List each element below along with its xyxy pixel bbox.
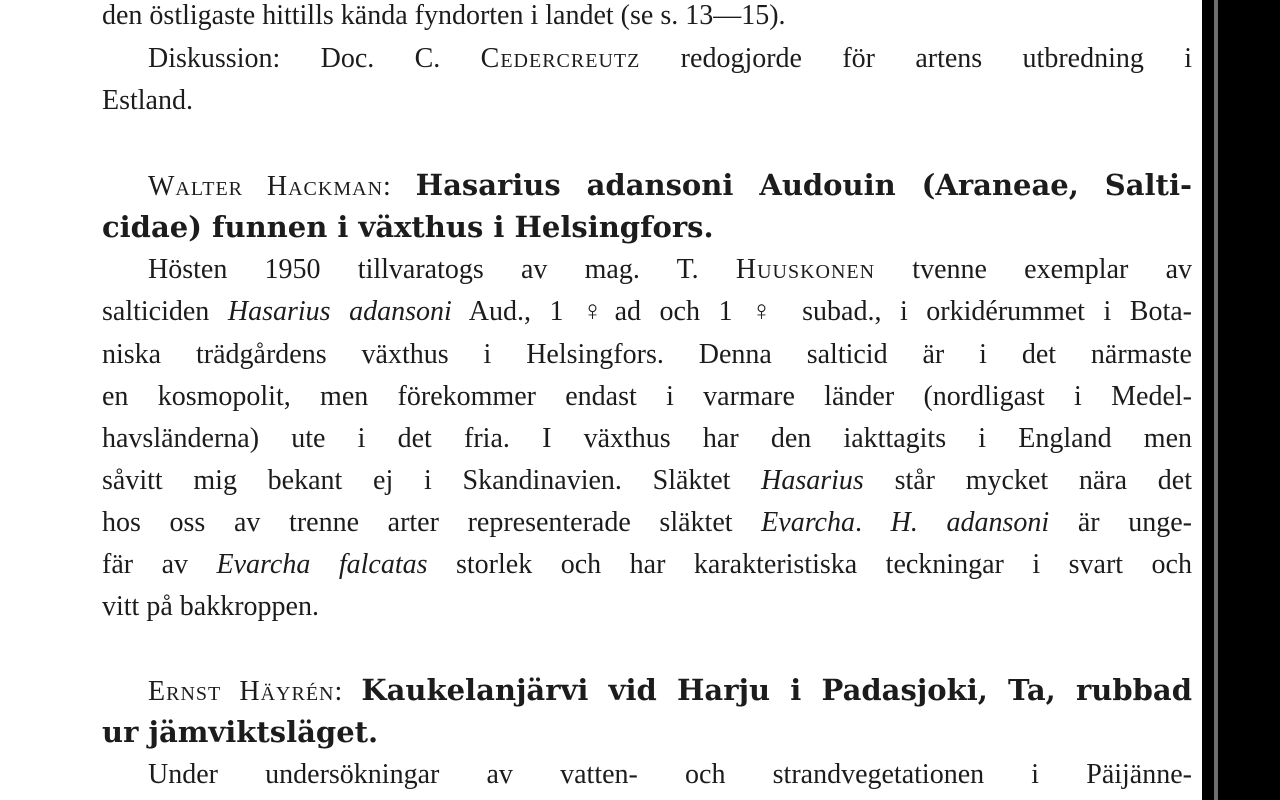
text-line: en kosmopolit, men förekommer endast i varmare länder (nordligast i Medel- [102,381,1192,412]
genus-name: Hasarius [761,465,864,496]
text-line: Under undersökningar av vatten- och strandvegetationen i Päijänne- [148,759,1192,790]
scan-edge-line [1214,0,1218,800]
text-line: salticiden Hasarius adansoni Aud., 1 ♀ad och 1 ♀ subad., i orkidérummet i Bota- [102,296,1192,327]
species-name: Hasarius adansoni [227,296,452,327]
genus-name: Evarcha [761,507,855,538]
text-line: Estland. [102,85,193,116]
text-line: vitt på bakkroppen. [102,591,319,622]
species-name: Evarcha falcatas [216,549,428,580]
article-title: Hasarius adansoni Audouin (Araneae, Salti- [415,168,1192,202]
text-line: hos oss av trenne arter representerade släktet Evarcha. H. adansoni är unge- [102,507,1192,538]
text-line: niska trädgårdens växthus i Helsingfors. Denna salticid är i det närmaste [102,339,1192,370]
text-line: Hösten 1950 tillvaratogs av mag. T. Huuskonen tvenne exemplar av [148,254,1192,285]
article-author: Walter Hackman [148,171,384,202]
person-name: Cedercreutz [480,43,641,74]
article-title-continued: ur jämviktsläget. [102,715,379,749]
article-author: Ernst Häyrén [148,676,335,707]
discussion-line: Diskussion: Doc. C. Cedercreutz redogjorde för artens utbredning i [148,43,1192,74]
article-title-continued: cidae) funnen i växthus i Helsingfors. [102,210,714,244]
species-name: H. adansoni [890,507,1050,538]
article-title: Kaukelanjärvi vid Harju i Padasjoki, Ta, rubbad [361,673,1192,707]
text-line: såvitt mig bekant ej i Skandinavien. Släktet Hasarius står mycket nära det [102,465,1192,496]
person-name: Huuskonen [735,254,876,285]
text-line: havsländerna) ute i det fria. I växthus har den iakttagits i England men [102,423,1192,454]
text-line: den östligaste hittills kända fyndorten i landet (se s. 13—15). [102,0,786,31]
article-heading: Walter Hackman: Hasarius adansoni Audouin (Araneae, Salti- [148,168,1192,202]
text-line: fär av Evarcha falcatas storlek och har karakteristiska teckningar i svart och [102,549,1192,580]
article-heading: Ernst Häyrén: Kaukelanjärvi vid Harju i Padasjoki, Ta, rubbad [148,673,1192,707]
